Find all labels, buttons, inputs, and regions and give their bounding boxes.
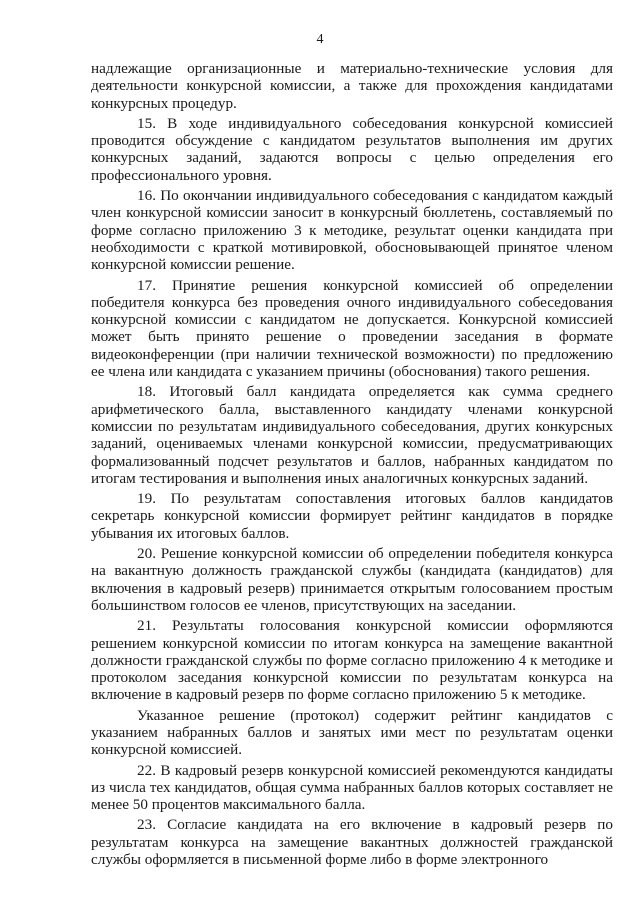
- page-number: 4: [316, 32, 324, 47]
- paragraph-18: 18. Итоговый балл кандидата определяется как сумма среднего арифметического балла, выставленного кандидату членами конкурсной комиссии по результатам индивидуального собеседования, других конкурсных заданий, оцениваемых членами конкурсной комиссии, предусматривающих формализованный подсчет результатов и баллов, набранных кандидатом по итогам тестирования и выполнения иных аналогичных конкурсных заданий.: [91, 383, 613, 487]
- paragraph-20: 20. Решение конкурсной комиссии об определении победителя конкурса на вакантную должность гражданской службы (кандидата (кандидатов) для включения в кадровый резерв) принимается открытым голосованием простым большинством голосов ее членов, присутствующих на заседании.: [91, 545, 613, 614]
- paragraph-15: 15. В ходе индивидуального собеседования конкурсной комиссией проводится обсуждение с кандидатом результатов выполнения им других конкурсных заданий, задаются вопросы с целью определения его профессионального уровня.: [91, 114, 613, 184]
- paragraph-22: 22. В кадровый резерв конкурсной комиссией рекомендуются кандидаты из числа тех кандидатов, общая сумма набранных баллов которых составляет не менее 50 процентов максимального балла.: [91, 761, 613, 814]
- paragraph-17: 17. Принятие решения конкурсной комиссией об определении победителя конкурса без проведения очного индивидуального собеседования конкурсной комиссии с кандидатом не допускается. Конкурсной комиссией может быть принято решение о проведении заседания в формате видеоконференции (при наличии технической возможности) по предложению ее члена или кандидата с указанием причины (обоснования) такого решения.: [91, 276, 613, 381]
- paragraph-19: 19. По результатам сопоставления итоговых баллов кандидатов секретарь конкурсной комиссии формирует рейтинг кандидатов в порядке убывания их итоговых баллов.: [91, 490, 613, 542]
- paragraph-23: 23. Согласие кандидата на его включение в кадровый резерв по результатам конкурса на замещение вакантных должностей гражданской службы оформляется в письменной форме либо в форме электронного: [91, 816, 613, 869]
- paragraph-21: 21. Результаты голосования конкурсной комиссии оформляются решением конкурсной комиссии по итогам конкурса на замещение вакантной должности гражданской службы по форме согласно приложению 4 к методике и протоколом заседания конкурсной комиссии по результатам конкурса на включение в кадровый резерв по форме согласно приложению 5 к методике.: [91, 617, 613, 704]
- document-body: [91, 60, 613, 871]
- paragraph-21-note: Указанное решение (протокол) содержит рейтинг кандидатов с указанием набранных баллов и занятых ими мест по результатам оценки конкурсной комиссией.: [91, 706, 613, 759]
- paragraph-16: 16. По окончании индивидуального собеседования с кандидатом каждый член конкурсной комиссии заносит в конкурсный бюллетень, составляемый по форме согласно приложению 3 к методике, результат оценки кандидата при необходимости с краткой мотивировкой, обосновывающей принятое членом конкурсной комиссии решение.: [91, 187, 613, 274]
- paragraph-continuation: надлежащие организационные и материально-технические условия для деятельности конкурсной комиссии, а также для прохождения кандидатами конкурсных процедур.: [91, 60, 613, 112]
